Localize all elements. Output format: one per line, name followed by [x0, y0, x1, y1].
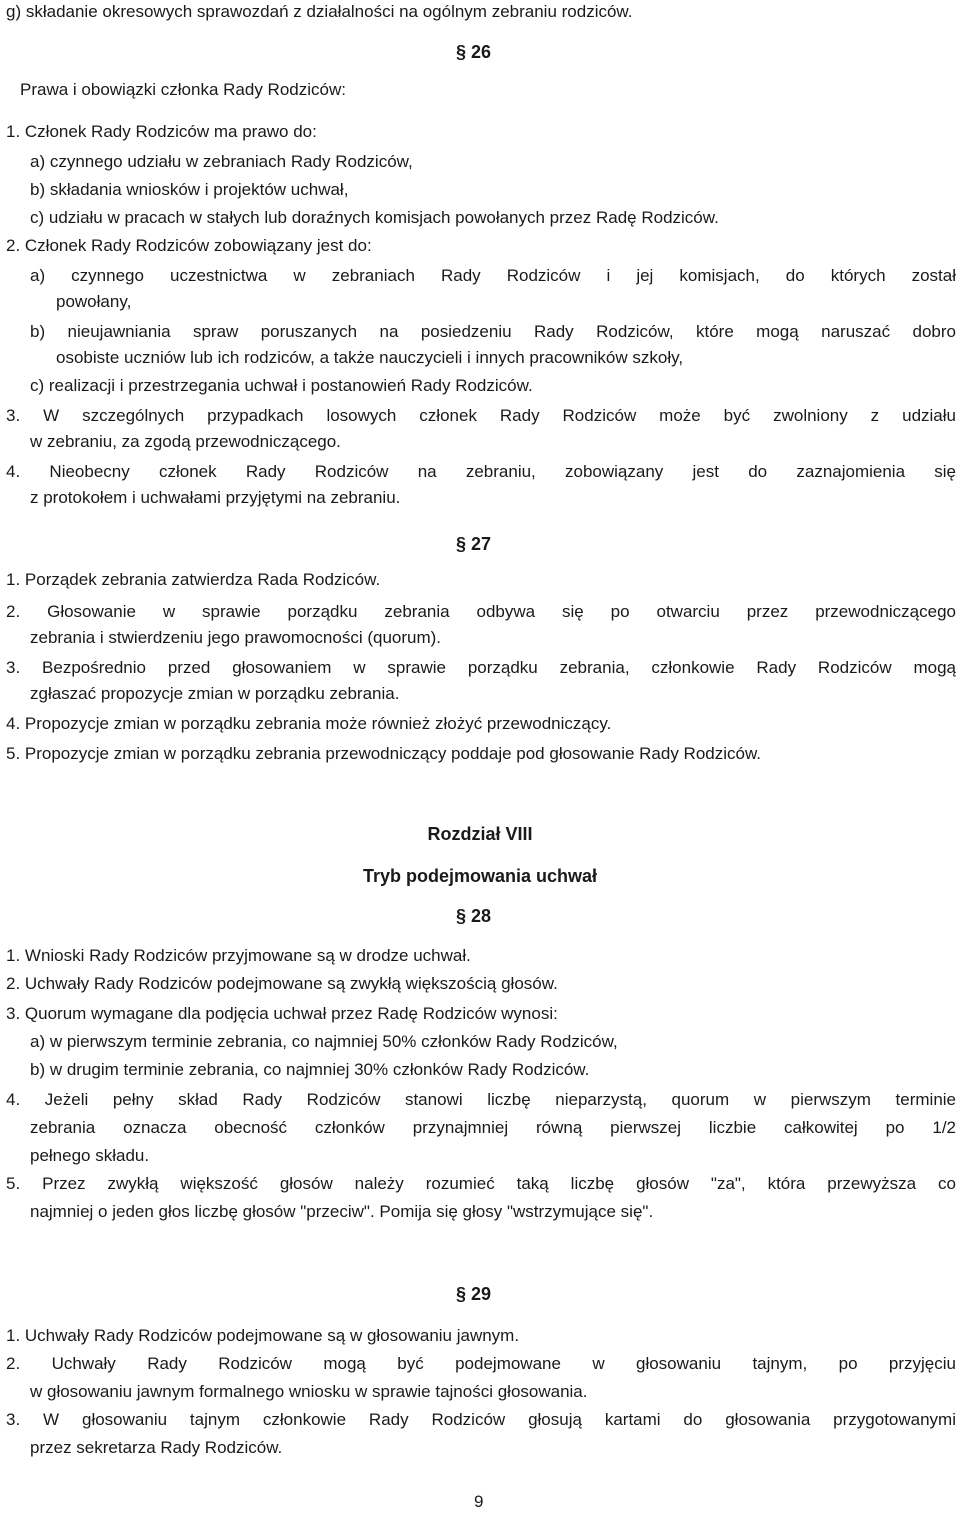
- list-item: 5. Propozycje zmian w porządku zebrania przewodniczący poddaje pod głosowanie Rady Rodziców.: [6, 744, 762, 763]
- list-item: 2. Członek Rady Rodziców zobowiązany jest do:: [6, 236, 372, 255]
- list-item: 3. Bezpośrednio przed głosowaniem w sprawie porządku zebrania, członkowie Rady Rodziców mogą: [6, 658, 956, 677]
- list-item: 2. Uchwały Rady Rodziców mogą być podejmowane w głosowaniu tajnym, po przyjęciu: [6, 1354, 956, 1373]
- list-subitem: b) w drugim terminie zebrania, co najmniej 30% członków Rady Rodziców.: [30, 1060, 590, 1079]
- list-item: 3. W głosowaniu tajnym członkowie Rady Rodziców głosują kartami do głosowania przygotowanymi: [6, 1410, 956, 1429]
- list-item: 4. Propozycje zmian w porządku zebrania może również złożyć przewodniczący.: [6, 714, 612, 733]
- list-item-continuation: w głosowaniu jawnym formalnego wniosku w sprawie tajności głosowania.: [30, 1382, 588, 1401]
- section-intro: Prawa i obowiązki członka Rady Rodziców:: [20, 80, 346, 99]
- list-item-continuation: w zebraniu, za zgodą przewodniczącego.: [30, 432, 341, 451]
- list-item-continuation: z protokołem i uchwałami przyjętymi na zebraniu.: [30, 488, 401, 507]
- list-subitem: c) realizacji i przestrzegania uchwał i postanowień Rady Rodziców.: [30, 376, 533, 395]
- chapter-subtitle: Tryb podejmowania uchwał: [362, 866, 598, 886]
- list-item-continuation: najmniej o jeden głos liczbę głosów "przeciw". Pomija się głosy "wstrzymujące się".: [30, 1202, 654, 1221]
- list-subitem: b) nieujawniania spraw poruszanych na posiedzeniu Rady Rodziców, które mogą naruszać dobro: [30, 322, 956, 341]
- list-item-continuation: pełnego składu.: [30, 1146, 150, 1165]
- list-item: 3. Quorum wymagane dla podjęcia uchwał przez Radę Rodziców wynosi:: [6, 1004, 558, 1023]
- list-item: 1. Uchwały Rady Rodziców podejmowane są w głosowaniu jawnym.: [6, 1326, 520, 1345]
- list-item-continuation: zebrania oznacza obecność członków przynajmniej równą pierwszej liczbie całkowitej po 1/2: [30, 1118, 956, 1137]
- section-heading-29: § 29: [456, 1284, 492, 1304]
- section-heading-27: § 27: [456, 534, 492, 554]
- list-item: 2. Uchwały Rady Rodziców podejmowane są zwykłą większością głosów.: [6, 974, 558, 993]
- list-subitem: c) udziału w pracach w stałych lub doraźnych komisjach powołanych przez Radę Rodziców.: [30, 208, 719, 227]
- list-subitem: b) składania wniosków i projektów uchwał,: [30, 180, 349, 199]
- page-number: 9: [474, 1492, 484, 1511]
- section-heading-28: § 28: [456, 906, 492, 926]
- list-subitem: a) w pierwszym terminie zebrania, co najmniej 50% członków Rady Rodziców,: [30, 1032, 618, 1051]
- list-subitem: a) czynnego udziału w zebraniach Rady Rodziców,: [30, 152, 413, 171]
- section-heading-26: § 26: [456, 42, 492, 62]
- list-item: 1. Członek Rady Rodziców ma prawo do:: [6, 122, 317, 141]
- list-item: 1. Porządek zebrania zatwierdza Rada Rodziców.: [6, 570, 381, 589]
- list-subitem: a) czynnego uczestnictwa w zebraniach Rady Rodziców i jej komisjach, do których został: [30, 266, 956, 285]
- list-item: 1. Wnioski Rady Rodziców przyjmowane są w drodze uchwał.: [6, 946, 471, 965]
- list-item-continuation: zgłaszać propozycje zmian w porządku zebrania.: [30, 684, 400, 703]
- list-item: 5. Przez zwykłą większość głosów należy rozumieć taką liczbę głosów "za", która przewyższa co: [6, 1174, 956, 1193]
- chapter-title: Rozdział VIII: [427, 824, 533, 844]
- list-subitem-continuation: osobiste uczniów lub ich rodziców, a także nauczycieli i innych pracowników szkoły,: [56, 348, 684, 367]
- list-item: 4. Nieobecny członek Rady Rodziców na zebraniu, zobowiązany jest do zaznajomienia się: [6, 462, 956, 481]
- list-subitem-continuation: powołany,: [56, 292, 132, 311]
- list-item-continuation: przez sekretarza Rady Rodziców.: [30, 1438, 283, 1457]
- list-item: 2. Głosowanie w sprawie porządku zebrania odbywa się po otwarciu przez przewodniczącego: [6, 602, 956, 621]
- list-item: 4. Jeżeli pełny skład Rady Rodziców stanowi liczbę nieparzystą, quorum w pierwszym terminie: [6, 1090, 956, 1109]
- previous-item-g: g) składanie okresowych sprawozdań z działalności na ogólnym zebraniu rodziców.: [6, 2, 633, 21]
- list-item: 3. W szczególnych przypadkach losowych członek Rady Rodziców może być zwolniony z udziału: [6, 406, 956, 425]
- list-item-continuation: zebrania i stwierdzeniu jego prawomocności (quorum).: [30, 628, 442, 647]
